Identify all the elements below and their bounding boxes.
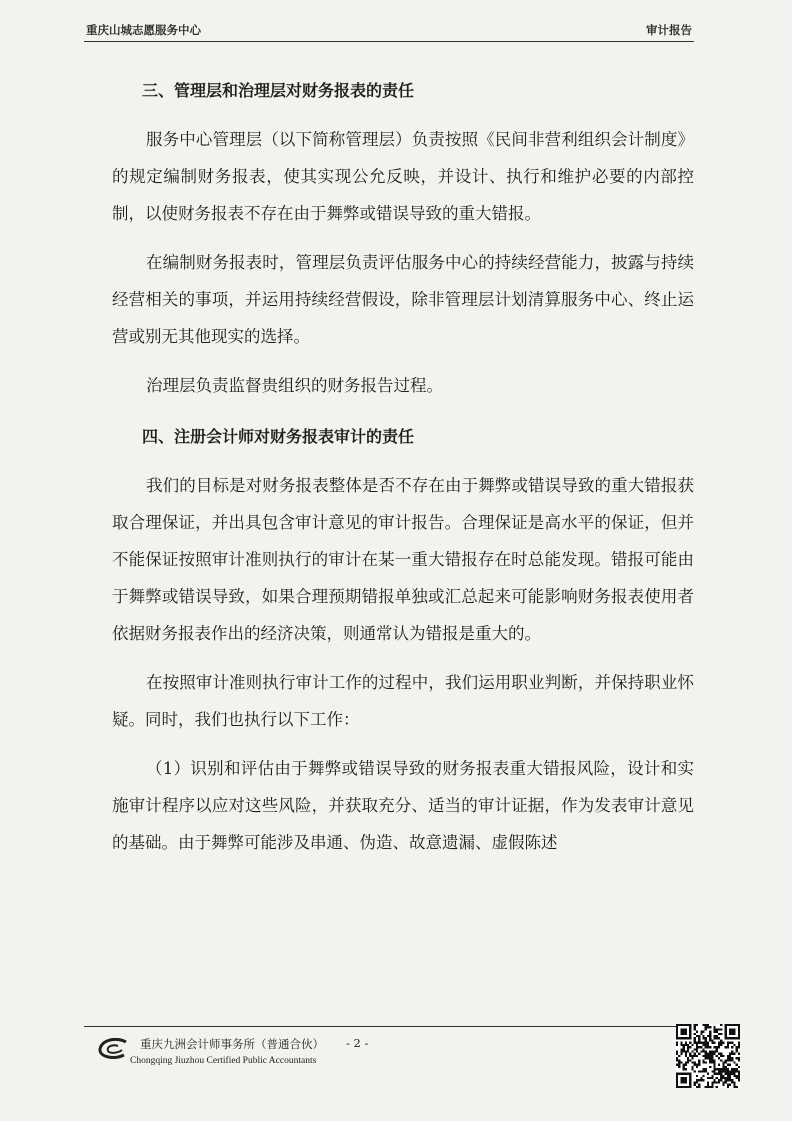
paragraph: 治理层负责监督贵组织的财务报告过程。 — [146, 376, 443, 395]
paragraph: （1）识别和评估由于舞弊或错误导致的财务报表重大错报风险，设计和实施审计程序以应对这些风险，并获取充分、适当的审计证据，作为发表审计意见的基础。由于舞弊可能涉及串通、伪造、故意遗漏、虚假陈述 — [112, 759, 694, 852]
page-footer — [96, 1034, 496, 1074]
paragraph: 在编制财务报表时，管理层负责评估服务中心的持续经营能力，披露与持续经营相关的事项，并运用持续经营假设，除非管理层计划清算服务中心、终止运营或别无其他现实的选择。 — [112, 253, 694, 346]
main-content — [112, 72, 694, 873]
section-heading-4: 四、注册会计师对财务报表审计的责任 — [142, 427, 415, 446]
footer-firm-name: 重庆九洲会计师事务所（普通合伙） — [140, 1037, 324, 1051]
header-report-type: 审计报告 — [646, 23, 692, 37]
paragraph: 在按照审计准则执行审计工作的过程中，我们运用职业判断，并保持职业怀疑。同时，我们也执行以下工作： — [112, 673, 694, 729]
paragraph: 服务中心管理层（以下简称管理层）负责按照《民间非营利组织会计制度》的规定编制财务报表，使其实现公允反映，并设计、执行和维护必要的内部控制，以使财务报表不存在由于舞弊或错误导致的重大错报。 — [112, 130, 694, 223]
qr-code-icon — [676, 1024, 740, 1088]
section-heading-3: 三、管理层和治理层对财务报表的责任 — [142, 81, 415, 100]
paragraph: 我们的目标是对财务报表整体是否不存在由于舞弊或错误导致的重大错报获取合理保证，并出具包含审计意见的审计报告。合理保证是高水平的保证，但并不能保证按照审计准则执行的审计在某一重大错报存在时总能发现。错报可能由于舞弊或错误导致，如果合理预期错报单独或汇总起来可能影响财务报表使用者依据财务报表作出的经济决策，则通常认为错报是重大的。 — [112, 476, 694, 643]
page-number: - 2 - — [346, 1036, 369, 1050]
footer-divider — [84, 1026, 694, 1027]
header-divider — [84, 41, 694, 42]
header-organization: 重庆山城志愿服务中心 — [86, 23, 201, 37]
footer-firm-name-en: Chongqing Jiuzhou Certified Public Accountants — [130, 1056, 317, 1066]
page-header — [86, 22, 692, 42]
